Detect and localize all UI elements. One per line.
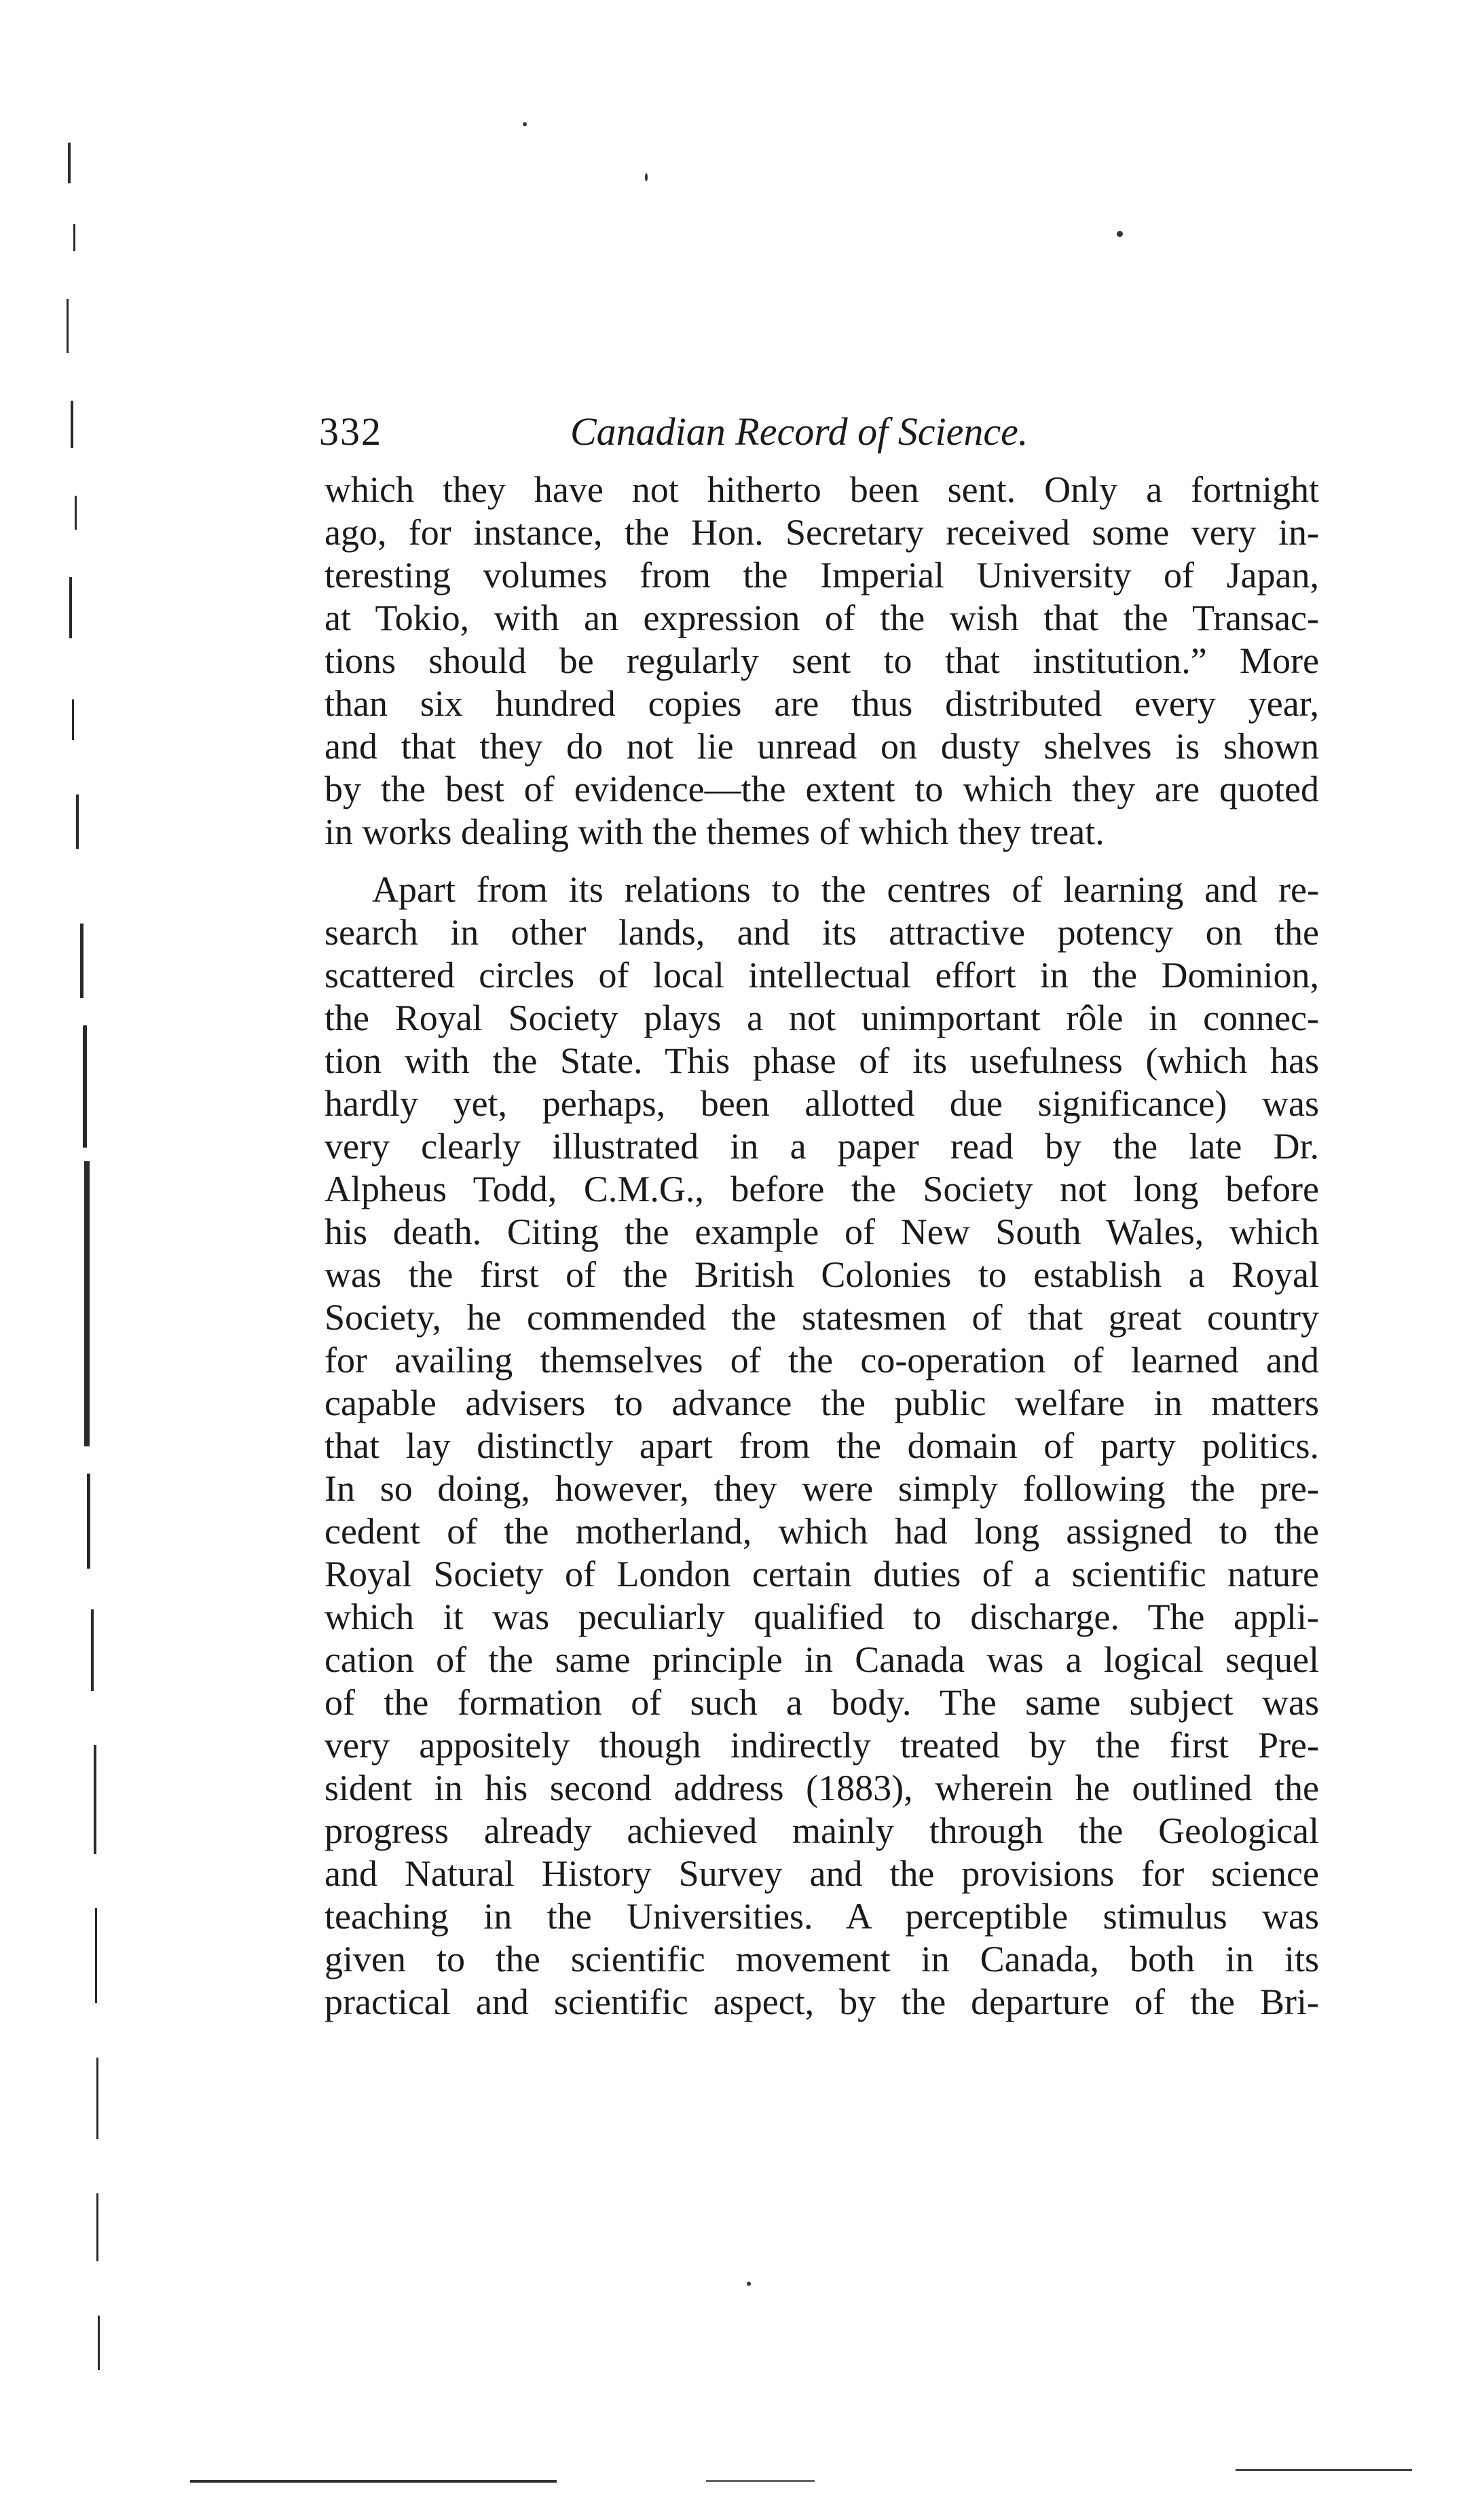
text-line: In so doing, however, they were simply following the pre- <box>325 1468 1319 1509</box>
scan-speck <box>1117 231 1123 237</box>
scan-speck <box>645 173 648 181</box>
text-line: teaching in the Universities. A perceptible stimulus was <box>325 1896 1319 1937</box>
scan-bottom-edge-right <box>1236 2469 1412 2471</box>
paragraph-2 <box>325 869 1319 2024</box>
text-line: cation of the same principle in Canada was a logical sequel <box>325 1639 1319 1680</box>
text-line: given to the scientific movement in Canada, both in its <box>325 1939 1319 1979</box>
text-line: Apart from its relations to the centres of learning and re- <box>372 869 1319 910</box>
text-line: by the best of evidence—the extent to which they are quoted <box>325 769 1319 809</box>
text-line: than six hundred copies are thus distributed every year, <box>325 683 1319 724</box>
text-line: tions should be regularly sent to that institution.” More <box>325 640 1319 681</box>
text-line: the Royal Society plays a not unimportant rôle in connec- <box>325 998 1319 1038</box>
text-line: was the first of the British Colonies to establish a Royal <box>325 1254 1319 1295</box>
page-number: 332 <box>319 409 382 454</box>
text-line: at Tokio, with an expression of the wish that the Transac- <box>325 598 1319 638</box>
text-line: teresting volumes from the Imperial University of Japan, <box>325 555 1319 596</box>
text-line: sident in his second address (1883), wherein he outlined the <box>325 1768 1319 1808</box>
scan-edge-artifacts <box>53 143 128 2424</box>
text-line: ago, for instance, the Hon. Secretary received some very in- <box>325 512 1319 553</box>
scan-bottom-edge-left <box>190 2480 557 2483</box>
text-line: in works dealing with the themes of which they treat. <box>325 811 1105 852</box>
text-line: which they have not hitherto been sent. Only a fortnight <box>325 469 1319 510</box>
text-line: practical and scientific aspect, by the departure of the Bri- <box>325 1982 1319 2022</box>
text-line: Alpheus Todd, C.M.G., before the Society not long before <box>325 1169 1319 1209</box>
text-line: progress already achieved mainly through the Geological <box>325 1810 1319 1851</box>
text-line: his death. Citing the example of New South Wales, which <box>325 1211 1319 1252</box>
text-line: very clearly illustrated in a paper read by the late Dr. <box>325 1126 1319 1167</box>
body-text <box>325 469 1319 2024</box>
text-line: and Natural History Survey and the provisions for science <box>325 1853 1319 1894</box>
running-head <box>319 405 1059 459</box>
journal-title: Canadian Record of Science. <box>570 409 1029 454</box>
text-line: for availing themselves of the co-operation of learned and <box>325 1340 1319 1381</box>
scan-speck <box>523 122 527 126</box>
text-line: very appositely though indirectly treated by the first Pre- <box>325 1725 1319 1766</box>
paragraph-gap <box>325 854 1319 869</box>
text-line: hardly yet, perhaps, been allotted due significance) was <box>325 1083 1319 1124</box>
text-line: which it was peculiarly qualified to discharge. The appli- <box>325 1596 1319 1637</box>
text-line: of the formation of such a body. The same subject was <box>325 1682 1319 1723</box>
text-line: search in other lands, and its attractive potency on the <box>325 912 1319 953</box>
text-line: that lay distinctly apart from the domain of party politics. <box>325 1425 1319 1466</box>
text-line: Society, he commended the statesmen of that great country <box>325 1297 1319 1338</box>
paragraph-1 <box>325 469 1319 854</box>
scan-speck <box>747 2282 751 2286</box>
text-line: capable advisers to advance the public welfare in matters <box>325 1383 1319 1423</box>
text-line: scattered circles of local intellectual effort in the Dominion, <box>325 955 1319 996</box>
text-line: tion with the State. This phase of its usefulness (which has <box>325 1040 1319 1081</box>
text-line: and that they do not lie unread on dusty shelves is shown <box>325 726 1319 767</box>
scan-bottom-edge-mid <box>706 2480 815 2482</box>
text-line: cedent of the motherland, which had long assigned to the <box>325 1511 1319 1552</box>
text-line: Royal Society of London certain duties of a scientific nature <box>325 1554 1319 1594</box>
